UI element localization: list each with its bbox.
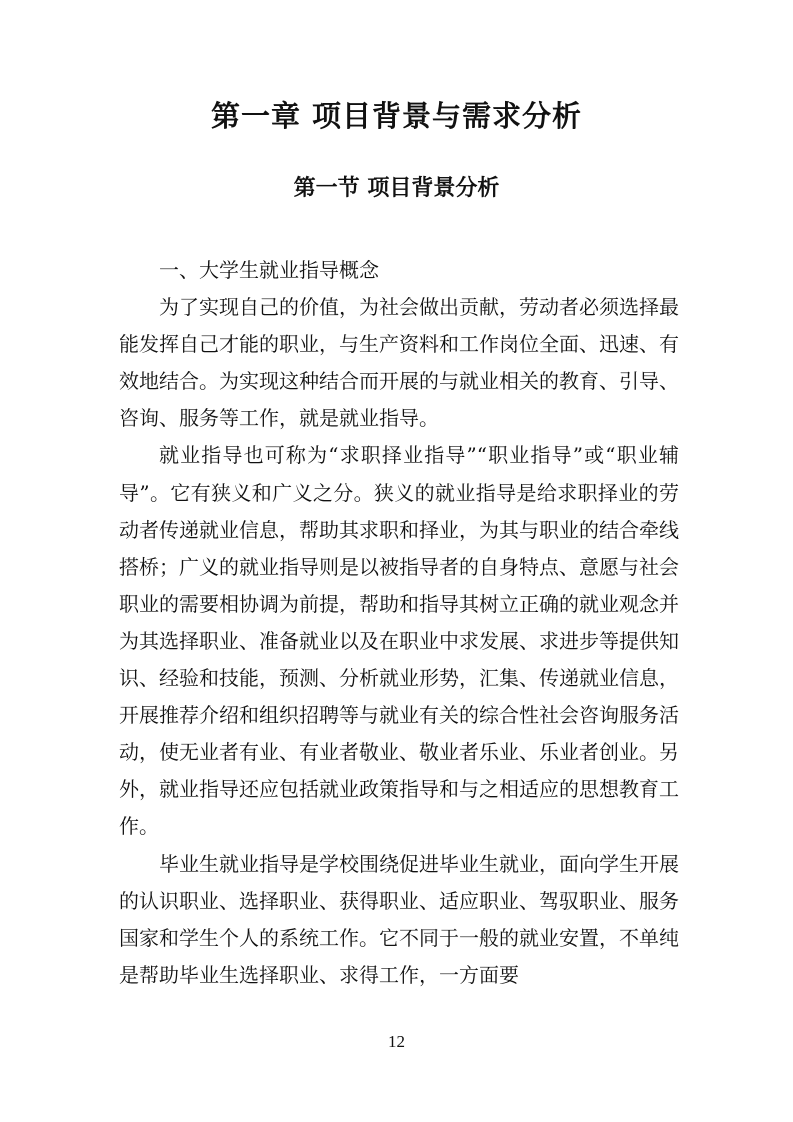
body-text <box>119 252 679 994</box>
subheading: 一、大学生就业指导概念 <box>159 258 379 282</box>
paragraph: 就业指导也可称为“求职择业指导”“职业指导”或“职业辅导”。它有狭义和广义之分。狭义的就业指导是给求职择业的劳动者传递就业信息，帮助其求职和择业，为其与职业的结合牵线搭桥；广义的就业指导则是以被指导者的自身特点、意愿与社会职业的需要相协调为前提，帮助和指导其树立正确的就业观念并为其选择职业、准备就业以及在职业中求发展、求进步等提供知识、经验和技能，预测、分析就业形势，汇集、传递就业信息，开展推荐介绍和组织招聘等与就业有关的综合性社会咨询服务活动，使无业者有业、有业者敬业、敬业者乐业、乐业者创业。另外，就业指导还应包括就业政策指导和与之相适应的思想教育工作。 <box>119 443 679 839</box>
paragraph: 为了实现自己的价值，为社会做出贡献，劳动者必须选择最能发挥自己才能的职业，与生产资料和工作岗位全面、迅速、有效地结合。为实现这种结合而开展的与就业相关的教育、引导、咨询、服务等工作，就是就业指导。 <box>119 295 679 431</box>
section-title: 第一节 项目背景分析 <box>293 176 500 201</box>
paragraph: 毕业生就业指导是学校围绕促进毕业生就业，面向学生开展的认识职业、选择职业、获得职业、适应职业、驾驭职业、服务国家和学生个人的系统工作。它不同于一般的就业安置，不单纯是帮助毕业生选择职业、求得工作，一方面要 <box>119 851 679 987</box>
chapter-title: 第一章 项目背景与需求分析 <box>210 99 583 133</box>
page-number: 12 <box>388 1032 405 1051</box>
